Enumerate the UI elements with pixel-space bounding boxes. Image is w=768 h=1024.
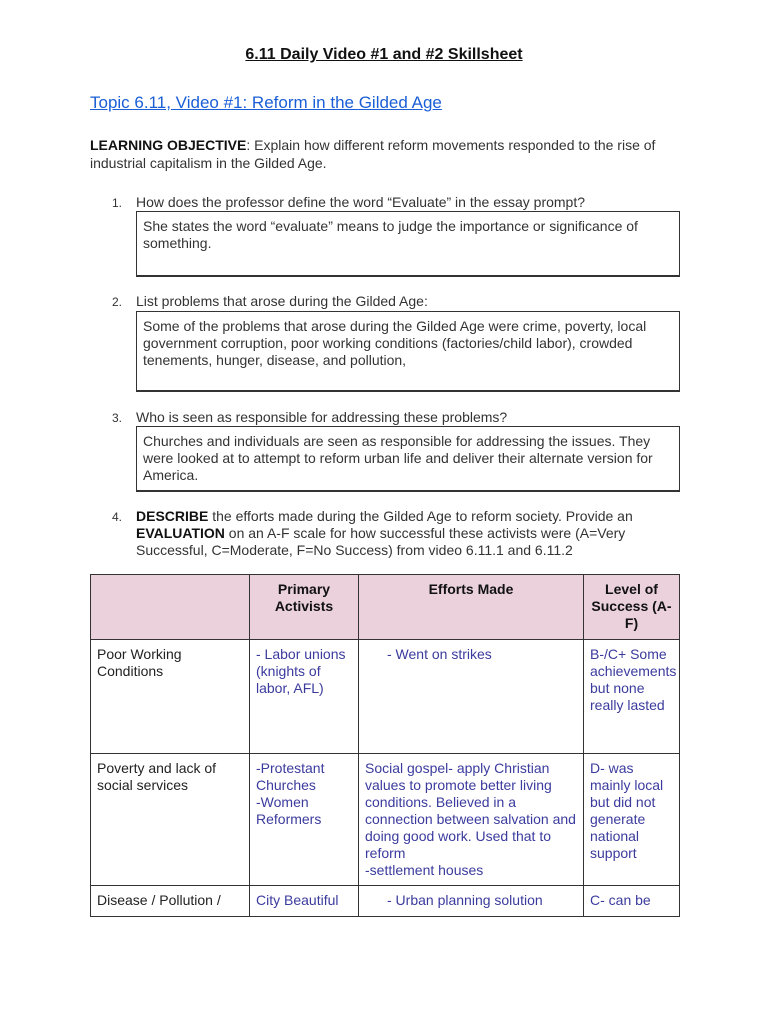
describe-keyword: DESCRIBE: [136, 508, 209, 524]
learning-objective: [90, 136, 680, 172]
question-number: 4.: [112, 510, 123, 524]
success-cell[interactable]: D- was mainly local but did not generate national support: [584, 754, 680, 886]
question-text: List problems that arose during the Gilded Age:: [136, 293, 428, 309]
q4-text-1: the efforts made during the Gilded Age to reform society. Provide an: [208, 508, 633, 524]
objective-label: LEARNING OBJECTIVE: [90, 137, 247, 153]
question-text: [136, 508, 676, 559]
table-header-row: [91, 575, 680, 640]
efforts-cell[interactable]: - Urban planning solution: [359, 886, 584, 917]
question-2: [112, 293, 428, 311]
page-title: 6.11 Daily Video #1 and #2 Skillsheet: [245, 46, 523, 63]
question-1: [112, 194, 586, 212]
question-3: [112, 409, 508, 427]
q4-text-2: on an A-F scale for how successful these activists were (A=Very Successful, C=Moderate, F=No Success) from video 6.11.1 and 6.11.2: [136, 525, 626, 558]
answer-box-2[interactable]: Some of the problems that arose during the Gilded Age were crime, poverty, local government corruption, poor working conditions (factories/child labor), crowded tenements, hunger, disease, and pollution,: [136, 311, 680, 392]
efforts-cell[interactable]: Social gospel- apply Christian values to promote better living conditions. Believed in a connection between salvation and doing good work. Used that to reform -settlement houses: [359, 754, 584, 886]
reform-table: [90, 574, 680, 917]
question-number: 2.: [112, 295, 123, 309]
activists-cell[interactable]: -Protestant Churches -Women Reformers: [250, 754, 359, 886]
activists-cell[interactable]: - Labor unions (knights of labor, AFL): [250, 640, 359, 754]
question-number: 3.: [112, 411, 123, 425]
topic-heading[interactable]: Topic 6.11, Video #1: Reform in the Gilded Age: [90, 93, 442, 112]
success-cell[interactable]: B-/C+ Some achievements but none really lasted: [584, 640, 680, 754]
header-cell-efforts: Efforts Made: [359, 575, 584, 640]
table-row: [91, 886, 680, 917]
question-text: Who is seen as responsible for addressing these problems?: [136, 409, 508, 425]
table-row: [91, 754, 680, 886]
answer-box-3[interactable]: Churches and individuals are seen as responsible for addressing the issues. They were looked at to attempt to reform urban life and deliver their alternate version for America.: [136, 426, 680, 492]
table-row: [91, 640, 680, 754]
success-cell[interactable]: C- can be: [584, 886, 680, 917]
activists-cell[interactable]: City Beautiful: [250, 886, 359, 917]
question-text: How does the professor define the word “Evaluate” in the essay prompt?: [136, 194, 586, 210]
issue-cell[interactable]: Poverty and lack of social services: [91, 754, 250, 886]
header-cell-activists: Primary Activists: [250, 575, 359, 640]
question-number: 1.: [112, 196, 123, 210]
efforts-cell[interactable]: - Went on strikes: [359, 640, 584, 754]
issue-cell[interactable]: Disease / Pollution /: [91, 886, 250, 917]
answer-box-1[interactable]: She states the word “evaluate” means to judge the importance or significance of something.: [136, 211, 680, 277]
objective-text: : Explain how different reform movements responded to the rise of industrial capitalism in the Gilded Age.: [90, 137, 656, 171]
header-cell-issue: [91, 575, 250, 640]
issue-cell[interactable]: Poor Working Conditions: [91, 640, 250, 754]
evaluation-keyword: EVALUATION: [136, 525, 225, 541]
header-cell-success: Level of Success (A-F): [584, 575, 680, 640]
